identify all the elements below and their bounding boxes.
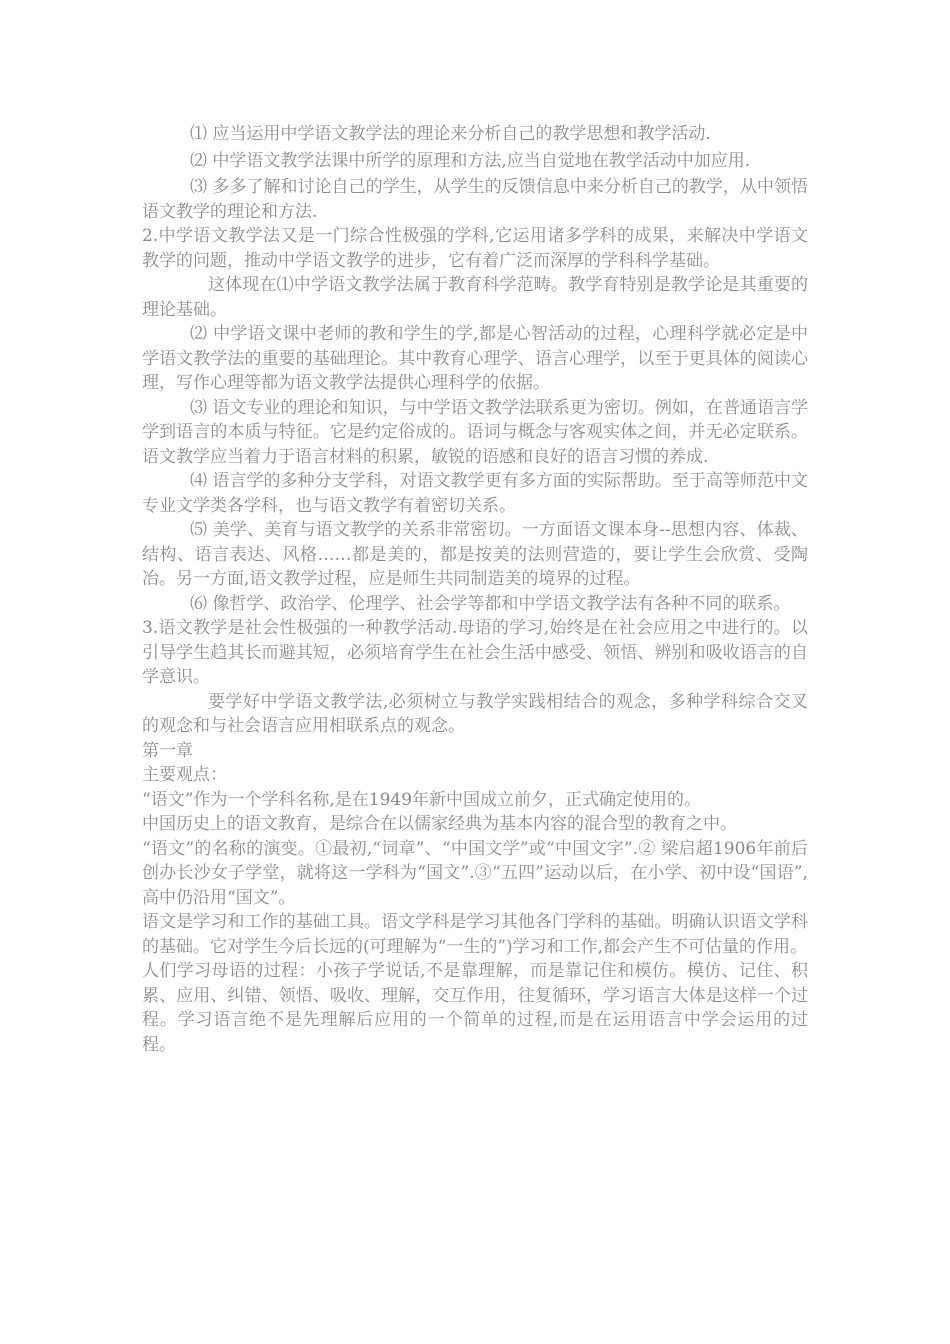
chapter-heading: 第一章 — [142, 740, 193, 761]
paragraph-19: 人们学习母语的过程：小孩子学说话,不是靠理解，而是靠记住和模仿。模仿、记住、积累、应用、纠错、领悟、吸收、理解，交互作用，往复循环，学习语言大体是这样一个过程。学习语言绝不是先理解后应用的一个简单的过程,而是在运用语言中学会运用的过程。 — [142, 961, 808, 1055]
paragraph-4: 2.中学语文教学法又是一门综合性极强的学科,它运用诸多学科的成果，来解决中学语文教学的问题，推动中学语文教学的进步，它有着广泛而深厚的学科科学基础。 — [142, 226, 808, 271]
paragraph-8: ⑷ 语言学的多种分支学科，对语文教学更有多方面的实际帮助。至于高等师范中文专业文学类各学科，也与语文教学有着密切关系。 — [142, 471, 808, 516]
paragraph-6: ⑵ 中学语文课中老师的教和学生的学,都是心智活动的过程，心理科学就必定是中学语文教学法的重要的基础理论。其中教育心理学、语言心理学，以至于更具体的阅读心理，写作心理等都为语文教学法提供心理科学的依据。 — [142, 324, 808, 393]
paragraph-7: ⑶ 语文专业的理论和知识，与中学语文教学法联系更为密切。例如，在普通语言学学到语言的本质与特征。它是约定俗成的。语词与概念与客观实体之间，并无必定联系。语文教学应当着力于语言材料的积累，敏锐的语感和良好的语言习惯的养成. — [142, 397, 808, 467]
paragraph-11: 3.语文教学是社会性极强的一种教学活动.母语的学习,始终是在社会应用之中进行的。以引导学生趋其长而避其短，必须培育学生在社会生活中感受、领悟、辨别和吸收语言的自学意识。 — [142, 618, 808, 687]
paragraph-15: “语文”作为一个学科名称,是在1949年新中国成立前夕，正式确定使用的。 — [142, 789, 702, 810]
paragraph-12: 要学好中学语文教学法,必须树立与教学实践相结合的观念，多种学科综合交叉的观念和与社会语言应用相联系点的观念。 — [142, 691, 808, 736]
paragraph-3: ⑶ 多多了解和讨论自己的学生，从学生的反馈信息中来分析自己的教学，从中领悟语文教学的理论和方法. — [142, 177, 808, 222]
section-heading: 主要观点： — [142, 765, 227, 785]
paragraph-9: ⑸ 美学、美育与语文教学的关系非常密切。一方面语文课本身--思想内容、体裁、结构、语言表达、风格……都是美的，都是按美的法则营造的，要让学生会欣赏、受陶冶。另一方面,语文教学过程，应是师生共同制造美的境界的过程。 — [142, 520, 808, 589]
paragraph-16: 中国历史上的语文教育，是综合在以儒家经典为基本内容的混合型的教育之中。 — [142, 814, 737, 834]
paragraph-5: 这体现在⑴中学语文教学法属于教育科学范畴。教学育特别是教学论是其重要的理论基础。 — [142, 275, 808, 320]
paragraph-17: “语文”的名称的演变。①最初,“词章”、“中国文学”或“中国文字”.② 梁启超1906年前后创办长沙女子学堂，就将这一学科为“国文”.③“五四”运动以后，在小学、初中设“国语”,高中仍沿用“国文”。 — [142, 838, 808, 908]
paragraph-18: 语文是学习和工作的基础工具。语文学科是学习其他各门学科的基础。明确认识语文学科的基础。它对学生今后长远的(可理解为“一生的”)学习和工作,都会产生不可估量的作用。 — [142, 912, 808, 957]
paragraph-10: ⑹ 像哲学、政治学、伦理学、社会学等都和中学语文教学法有各种不同的联系。 — [190, 593, 791, 614]
document-page — [142, 122, 808, 1057]
paragraph-2: ⑵ 中学语文教学法课中所学的原理和方法,应当自觉地在教学活动中加应用. — [190, 150, 751, 171]
paragraph-1: ⑴ 应当运用中学语文教学法的理论来分析自己的教学思想和教学活动. — [190, 124, 711, 144]
